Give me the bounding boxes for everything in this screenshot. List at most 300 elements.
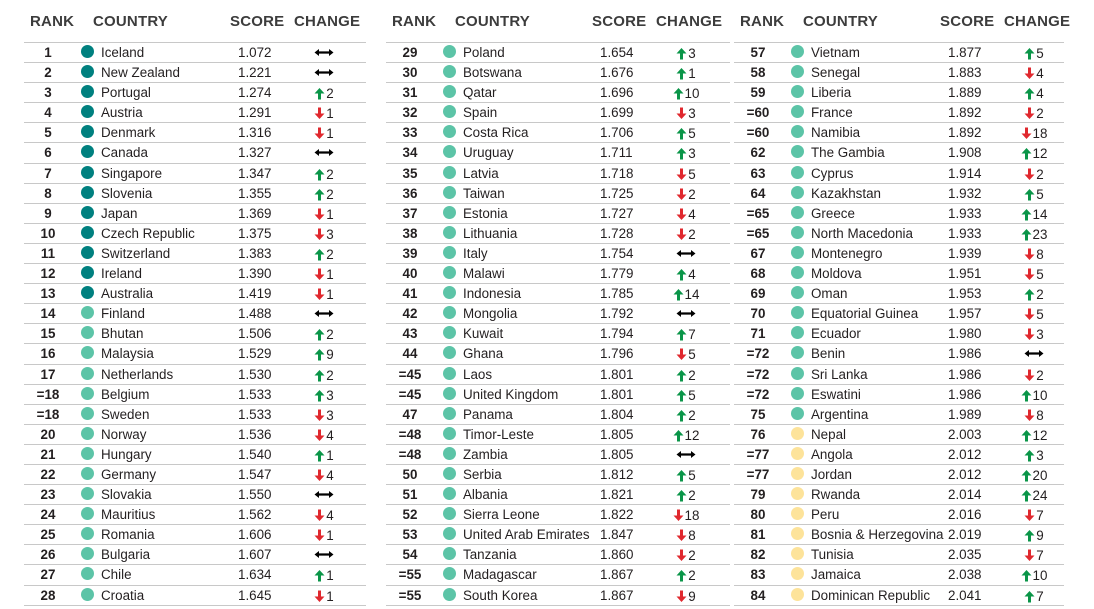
rank-cell: =72: [746, 366, 770, 382]
table-row: [24, 43, 366, 63]
arrow-up-icon: [676, 569, 687, 582]
country-cell: Sri Lanka: [811, 366, 868, 382]
rank-cell: 25: [40, 527, 56, 543]
change-cell: [1010, 488, 1058, 503]
score-cell: 1.536: [238, 426, 272, 442]
table-row: [386, 184, 730, 204]
arrow-up-icon: [1024, 188, 1035, 201]
table-row: [734, 365, 1064, 385]
change-cell: [662, 247, 710, 260]
change-cell: [300, 86, 348, 101]
tier-dot: [791, 588, 804, 601]
rank-cell: 80: [750, 507, 766, 523]
country-cell: Indonesia: [463, 286, 522, 302]
rank-cell: 69: [750, 286, 766, 302]
change-cell: [662, 468, 710, 483]
arrow-down-icon: [314, 268, 325, 281]
change-value: 5: [1036, 186, 1044, 202]
score-cell: 1.718: [600, 165, 634, 181]
rank-cell: =65: [746, 225, 770, 241]
rank-cell: 10: [40, 225, 56, 241]
table-row: [734, 485, 1064, 505]
score-cell: 1.801: [600, 386, 634, 402]
rank-cell: 43: [402, 326, 418, 342]
rank-cell: 2: [44, 65, 52, 81]
rank-cell: 44: [402, 346, 418, 362]
change-header: CHANGE: [656, 13, 723, 30]
country-cell: Spain: [463, 105, 498, 121]
country-cell: Dominican Republic: [811, 587, 931, 603]
change-cell: [1010, 106, 1058, 121]
change-value: 2: [1036, 106, 1044, 122]
rank-cell: 15: [40, 326, 56, 342]
change-value: 5: [1036, 46, 1044, 61]
table-row: [24, 365, 366, 385]
rank-cell: 75: [750, 406, 766, 422]
country-cell: Czech Republic: [101, 225, 195, 241]
country-cell: Senegal: [811, 65, 861, 81]
change-cell: [1010, 307, 1058, 322]
change-value: 7: [688, 327, 696, 343]
rank-cell: 29: [402, 45, 418, 60]
change-cell: [300, 448, 348, 463]
change-value: 9: [688, 588, 696, 604]
tier-dot: [443, 588, 456, 601]
change-cell: [662, 448, 710, 461]
table-row: [24, 164, 366, 184]
change-cell: [662, 207, 710, 222]
change-cell: [662, 408, 710, 423]
arrow-down-icon: [676, 188, 687, 201]
tier-dot: [791, 447, 804, 460]
country-cell: New Zealand: [101, 65, 180, 81]
tier-dot: [81, 145, 94, 158]
change-cell: [662, 488, 710, 503]
arrow-down-icon: [676, 549, 687, 562]
table-row: [24, 425, 366, 445]
table-row: [734, 123, 1064, 143]
rank-cell: 7: [44, 165, 52, 181]
rank-cell: 34: [402, 145, 418, 161]
table-row: [24, 304, 366, 324]
tier-dot: [81, 487, 94, 500]
arrow-down-icon: [1024, 107, 1035, 120]
rank-cell: 70: [750, 306, 766, 322]
score-cell: 1.375: [238, 225, 272, 241]
tier-dot: [81, 547, 94, 560]
rank-cell: 58: [750, 65, 766, 81]
tier-dot: [81, 125, 94, 138]
tier-dot: [791, 547, 804, 560]
country-cell: Singapore: [101, 165, 163, 181]
score-cell: 1.291: [238, 105, 272, 121]
tier-dot: [791, 507, 804, 520]
change-value: 2: [326, 186, 334, 202]
change-value: 20: [1032, 467, 1048, 483]
country-cell: South Korea: [463, 587, 538, 603]
change-value: 1: [688, 66, 696, 82]
rank-cell: =77: [746, 446, 770, 462]
score-cell: 1.822: [600, 507, 634, 523]
country-cell: Poland: [463, 45, 505, 60]
change-cell: [300, 126, 348, 141]
tier-dot: [791, 567, 804, 580]
change-value: 1: [326, 447, 334, 463]
tier-dot: [443, 427, 456, 440]
tier-dot: [791, 346, 804, 359]
change-value: 3: [688, 146, 696, 162]
tier-dot: [443, 105, 456, 118]
change-cell: [300, 488, 348, 501]
score-cell: 1.696: [600, 85, 634, 101]
change-value: 23: [1032, 226, 1048, 242]
change-cell: [300, 287, 348, 302]
score-cell: 1.914: [948, 165, 982, 181]
score-cell: 1.316: [238, 125, 272, 141]
arrow-up-icon: [1021, 208, 1032, 221]
arrow-down-icon: [1024, 248, 1035, 261]
change-cell: [662, 66, 710, 81]
tier-dot: [443, 367, 456, 380]
tier-dot: [81, 186, 94, 199]
change-value: 1: [326, 568, 334, 584]
table-row: [734, 525, 1064, 545]
arrow-up-icon: [314, 389, 325, 402]
score-cell: 1.801: [600, 366, 634, 382]
change-value: 24: [1032, 488, 1048, 504]
tier-dot: [791, 487, 804, 500]
country-cell: Zambia: [463, 446, 508, 462]
change-value: 8: [688, 528, 696, 544]
change-value: 3: [1036, 447, 1044, 463]
country-cell: Costa Rica: [463, 125, 529, 141]
change-cell: [300, 468, 348, 483]
score-cell: 1.785: [600, 286, 634, 302]
table-row: [24, 224, 366, 244]
change-value: 5: [688, 467, 696, 483]
arrow-up-icon: [1024, 449, 1035, 462]
country-cell: Slovenia: [101, 185, 153, 201]
country-cell: Malawi: [463, 266, 505, 282]
score-cell: 2.019: [948, 527, 982, 543]
country-cell: Liberia: [811, 85, 852, 101]
country-cell: The Gambia: [811, 145, 885, 161]
table-row: [24, 264, 366, 284]
change-cell: [662, 548, 710, 563]
change-cell: [1010, 408, 1058, 423]
tier-dot: [791, 387, 804, 400]
table-row: [734, 385, 1064, 405]
score-cell: 1.805: [600, 426, 634, 442]
change-cell: [300, 267, 348, 282]
table-row: [734, 264, 1064, 284]
rank-cell: 84: [750, 587, 766, 603]
change-value: 5: [1036, 307, 1044, 323]
tier-dot: [81, 588, 94, 601]
score-cell: 1.072: [238, 45, 272, 60]
rank-cell: 57: [750, 45, 766, 60]
country-cell: Qatar: [463, 85, 497, 101]
table-row: [386, 143, 730, 163]
change-value: 2: [688, 186, 696, 202]
table-row: [734, 565, 1064, 585]
rank-cell: 27: [40, 567, 56, 583]
score-cell: 1.953: [948, 286, 982, 302]
change-cell: [1010, 327, 1058, 342]
rank-cell: 3: [44, 85, 52, 101]
score-cell: 1.727: [600, 205, 634, 221]
table-row: [24, 405, 366, 425]
arrow-down-icon: [676, 228, 687, 241]
score-cell: 2.038: [948, 567, 982, 583]
score-cell: 1.860: [600, 547, 634, 563]
rank-cell: 12: [40, 266, 56, 282]
rank-cell: =45: [398, 386, 422, 402]
score-cell: 1.728: [600, 225, 634, 241]
arrow-down-icon: [676, 208, 687, 221]
arrow-down-icon: [314, 529, 325, 542]
tier-dot: [81, 367, 94, 380]
rank-cell: =55: [398, 567, 422, 583]
country-cell: Australia: [101, 286, 154, 302]
tier-dot: [443, 567, 456, 580]
country-cell: Moldova: [811, 266, 862, 282]
country-cell: Hungary: [101, 446, 152, 462]
rank-cell: 36: [402, 185, 418, 201]
arrow-up-icon: [1021, 489, 1032, 502]
no-change-icon: [676, 247, 696, 260]
tier-dot: [81, 286, 94, 299]
tier-dot: [81, 567, 94, 580]
country-cell: Oman: [811, 286, 848, 302]
table-row: [386, 204, 730, 224]
change-value: 4: [1036, 86, 1044, 102]
change-cell: [300, 66, 348, 79]
rank-cell: 14: [40, 306, 56, 322]
country-cell: Montenegro: [811, 245, 883, 261]
rank-cell: 50: [402, 466, 418, 482]
tier-dot: [443, 186, 456, 199]
table-row: [24, 545, 366, 565]
score-cell: 1.812: [600, 466, 634, 482]
arrow-down-icon: [314, 469, 325, 482]
score-cell: 1.711: [600, 145, 633, 161]
change-value: 2: [326, 166, 334, 182]
rank-header: RANK: [740, 13, 785, 30]
tier-dot: [443, 467, 456, 480]
country-cell: Denmark: [101, 125, 156, 141]
change-value: 8: [1036, 246, 1044, 262]
rank-cell: 38: [402, 225, 418, 241]
no-change-icon: [314, 307, 334, 320]
rank-cell: 22: [40, 466, 56, 482]
tier-dot: [443, 286, 456, 299]
arrow-down-icon: [1024, 369, 1035, 382]
rank-cell: =60: [746, 125, 770, 141]
country-cell: Benin: [811, 346, 846, 362]
tier-dot: [443, 326, 456, 339]
table-row: [24, 525, 366, 545]
country-cell: Norway: [101, 426, 147, 442]
change-value: 4: [326, 508, 334, 524]
rows-container: [24, 42, 366, 606]
country-cell: Ireland: [101, 266, 142, 282]
change-value: 2: [326, 246, 334, 262]
tier-dot: [791, 367, 804, 380]
change-cell: [662, 368, 710, 383]
table-row: [386, 445, 730, 465]
table-row: [734, 103, 1064, 123]
tier-dot: [81, 266, 94, 279]
change-cell: [1010, 167, 1058, 182]
tier-dot: [443, 226, 456, 239]
tier-dot: [81, 387, 94, 400]
change-value: 2: [688, 226, 696, 242]
arrow-down-icon: [314, 288, 325, 301]
score-cell: 1.989: [948, 406, 982, 422]
arrow-up-icon: [314, 87, 325, 100]
score-cell: 1.550: [238, 487, 272, 503]
score-cell: 1.892: [948, 125, 982, 141]
table-row: [734, 204, 1064, 224]
rank-cell: 32: [402, 105, 418, 121]
tier-dot: [791, 326, 804, 339]
tier-dot: [791, 85, 804, 98]
score-cell: 1.889: [948, 85, 982, 101]
table-row: [386, 365, 730, 385]
change-value: 8: [1036, 407, 1044, 423]
score-cell: 1.796: [600, 346, 634, 362]
table-row: [386, 63, 730, 83]
change-cell: [300, 327, 348, 342]
table-row: [734, 164, 1064, 184]
tier-dot: [791, 427, 804, 440]
score-cell: 1.562: [238, 507, 272, 523]
rank-cell: 20: [40, 426, 56, 442]
country-cell: Bulgaria: [101, 547, 151, 563]
tier-dot: [443, 487, 456, 500]
change-cell: [1010, 508, 1058, 523]
score-cell: 1.986: [948, 386, 982, 402]
rank-cell: =55: [398, 587, 422, 603]
change-cell: [300, 307, 348, 320]
rank-cell: 26: [40, 547, 56, 563]
score-cell: 1.355: [238, 185, 272, 201]
arrow-down-icon: [676, 107, 687, 120]
arrow-down-icon: [1024, 67, 1035, 80]
country-cell: Equatorial Guinea: [811, 306, 919, 322]
arrow-up-icon: [1024, 529, 1035, 542]
country-cell: Namibia: [811, 125, 861, 141]
change-cell: [300, 568, 348, 583]
change-cell: [1010, 528, 1058, 543]
country-cell: Albania: [463, 487, 508, 503]
rank-cell: =72: [746, 346, 770, 362]
change-value: 9: [326, 347, 334, 363]
table-row: [734, 425, 1064, 445]
rank-cell: 30: [402, 65, 418, 81]
arrow-up-icon: [314, 348, 325, 361]
rank-cell: =45: [398, 366, 422, 382]
tier-dot: [81, 407, 94, 420]
score-cell: 2.012: [948, 466, 982, 482]
change-value: 5: [1036, 267, 1044, 283]
tier-dot: [443, 387, 456, 400]
change-cell: [1010, 368, 1058, 383]
score-cell: 1.867: [600, 567, 634, 583]
change-cell: [662, 589, 710, 604]
rank-cell: =72: [746, 386, 770, 402]
score-cell: 1.530: [238, 366, 272, 382]
country-cell: Latvia: [463, 165, 499, 181]
change-cell: [1010, 347, 1058, 360]
table-row: [386, 164, 730, 184]
table-row: [734, 586, 1064, 606]
tier-dot: [81, 105, 94, 118]
no-change-icon: [676, 448, 696, 461]
table-row: [386, 43, 730, 63]
country-cell: Estonia: [463, 205, 508, 221]
tier-dot: [443, 45, 456, 58]
change-value: 5: [688, 126, 696, 142]
rank-cell: 4: [44, 105, 52, 121]
rank-cell: =48: [398, 426, 422, 442]
country-cell: Austria: [101, 105, 143, 121]
rank-cell: 63: [750, 165, 766, 181]
change-value: 14: [1032, 206, 1048, 222]
change-cell: [300, 167, 348, 182]
tier-dot: [443, 65, 456, 78]
table-row: [386, 525, 730, 545]
change-value: 18: [684, 508, 700, 524]
country-cell: France: [811, 105, 853, 121]
change-cell: [300, 46, 348, 59]
score-cell: 1.488: [238, 306, 272, 322]
country-cell: Lithuania: [463, 225, 518, 241]
country-cell: Portugal: [101, 85, 151, 101]
table-row: [24, 204, 366, 224]
table-row: [734, 405, 1064, 425]
change-value: 12: [684, 427, 700, 443]
tier-dot: [443, 447, 456, 460]
country-cell: North Macedonia: [811, 225, 913, 241]
arrow-down-icon: [1024, 308, 1035, 321]
score-cell: 1.506: [238, 326, 272, 342]
country-header: COUNTRY: [803, 13, 879, 30]
tier-dot: [791, 226, 804, 239]
tier-dot: [791, 286, 804, 299]
country-cell: Jordan: [811, 466, 852, 482]
table-row: [386, 264, 730, 284]
score-cell: 1.725: [600, 185, 634, 201]
table-row: [734, 244, 1064, 264]
tier-dot: [791, 125, 804, 138]
score-cell: 1.347: [238, 165, 272, 181]
table-row: [734, 83, 1064, 103]
country-cell: Panama: [463, 406, 513, 422]
country-cell: Serbia: [463, 466, 502, 482]
change-cell: [662, 388, 710, 403]
change-value: 12: [1032, 146, 1048, 162]
tier-dot: [443, 266, 456, 279]
score-cell: 1.805: [600, 446, 634, 462]
rank-cell: =18: [36, 386, 60, 402]
country-cell: Uruguay: [463, 145, 514, 161]
country-cell: Croatia: [101, 587, 145, 603]
tier-dot: [81, 226, 94, 239]
score-cell: 2.014: [948, 487, 982, 503]
change-cell: [300, 428, 348, 443]
